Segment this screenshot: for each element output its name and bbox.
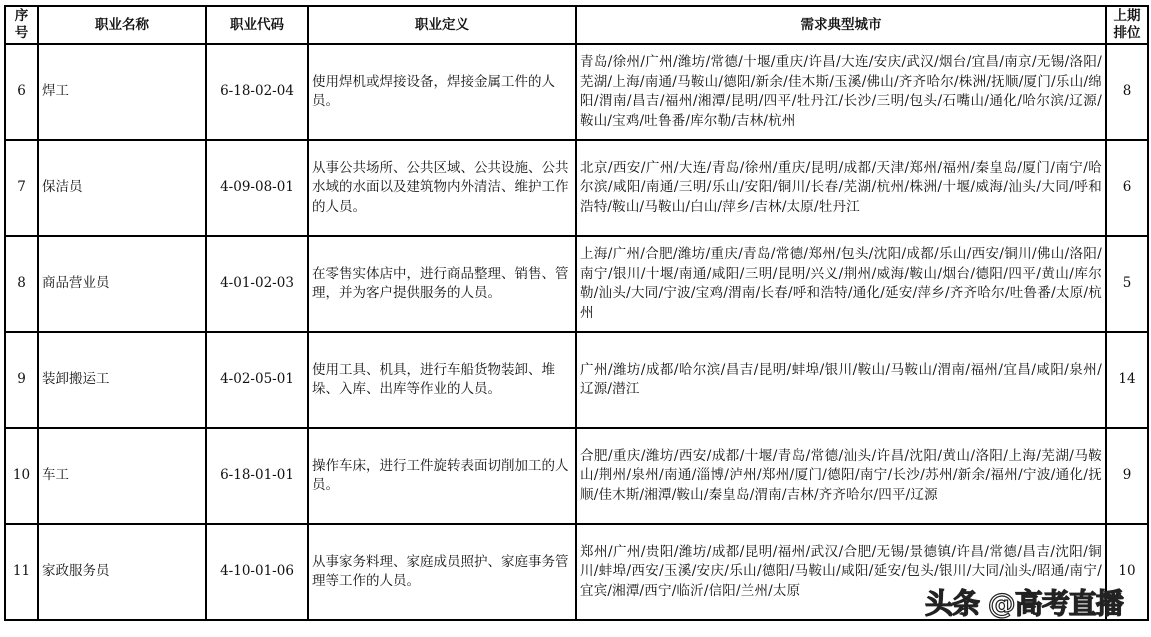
row-cities: 广州/潍坊/成都/哈尔滨/昌吉/昆明/蚌埠/银川/鞍山/马鞍山/渭南/福州/宜昌/咸阳/泉州/辽源/潜江 bbox=[576, 332, 1106, 428]
row-definition: 操作车床，进行工件旋转表面切削加工的人员。 bbox=[308, 428, 576, 524]
header-definition: 职业定义 bbox=[308, 6, 576, 44]
row-cities: 合肥/重庆/潍坊/西安/成都/十堰/青岛/常德/汕头/许昌/沈阳/黄山/洛阳/上海/芜湖/马鞍山/荆州/泉州/南通/淄博/泸州/郑州/厦门/德阳/南宁/长沙/苏州/新余/福州/宁波/通化/抚顺/佳木斯/湘潭/鞍山/秦皇岛/渭南/吉林/齐齐哈尔/四平/辽源 bbox=[576, 428, 1106, 524]
row-cities: 北京/西安/广州/大连/青岛/徐州/重庆/昆明/成都/天津/郑州/福州/秦皇岛/厦门/南宁/哈尔滨/咸阳/南通/三明/乐山/安阳/铜川/长春/芜湖/杭州/株洲/十堰/威海/汕头/大同/呼和浩特/鞍山/马鞍山/白山/萍乡/吉林/太原/牡丹江 bbox=[576, 140, 1106, 236]
table-row bbox=[5, 332, 1148, 428]
table-row bbox=[5, 140, 1148, 236]
row-code: 4-09-08-01 bbox=[206, 140, 308, 236]
row-code: 6-18-01-01 bbox=[206, 428, 308, 524]
row-definition: 使用工具、机具，进行车船货物装卸、堆垛、入库、出库等作业的人员。 bbox=[308, 332, 576, 428]
row-cities: 上海/广州/合肥/潍坊/重庆/青岛/常德/郑州/包头/沈阳/成都/乐山/西安/铜川/佛山/洛阳/南宁/银川/十堰/南通/咸阳/三明/昆明/兴义/荆州/威海/鞍山/烟台/德阳/四平/黄山/库尔勒/汕头/大同/宁波/宝鸡/渭南/长春/呼和浩特/通化/延安/萍乡/齐齐哈尔/吐鲁番/太原/杭州 bbox=[576, 236, 1106, 332]
row-code: 4-02-05-01 bbox=[206, 332, 308, 428]
row-seq: 8 bbox=[5, 236, 38, 332]
row-prev-rank: 10 bbox=[1106, 524, 1148, 620]
row-prev-rank: 9 bbox=[1106, 428, 1148, 524]
row-name: 商品营业员 bbox=[38, 236, 206, 332]
row-name: 车工 bbox=[38, 428, 206, 524]
row-seq: 7 bbox=[5, 140, 38, 236]
header-cities: 需求典型城市 bbox=[576, 6, 1106, 44]
row-cities: 青岛/徐州/广州/潍坊/常德/十堰/重庆/许昌/大连/安庆/武汉/烟台/宜昌/南京/无锡/洛阳/芜湖/上海/南通/马鞍山/德阳/新余/佳木斯/玉溪/佛山/齐齐哈尔/株洲/抚顺/厦门/乐山/绵阳/渭南/昌吉/福州/湘潭/昆明/四平/牡丹江/长沙/三明/包头/石嘴山/通化/哈尔滨/辽源/鞍山/宝鸡/吐鲁番/库尔勒/吉林/杭州 bbox=[576, 44, 1106, 140]
header-seq: 序号 bbox=[5, 6, 38, 44]
occupation-table bbox=[4, 5, 1149, 621]
row-prev-rank: 14 bbox=[1106, 332, 1148, 428]
header-row bbox=[5, 6, 1148, 44]
row-cities: 郑州/广州/贵阳/潍坊/成都/昆明/福州/武汉/合肥/无锡/景德镇/许昌/常德/昌吉/沈阳/铜川/蚌埠/西安/玉溪/安庆/乐山/德阳/马鞍山/咸阳/延安/包头/银川/大同/汕头/昭通/南宁/宜宾/湘潭/西宁/临沂/信阳/兰州/太原 bbox=[576, 524, 1106, 620]
row-name: 焊工 bbox=[38, 44, 206, 140]
row-seq: 6 bbox=[5, 44, 38, 140]
row-prev-rank: 5 bbox=[1106, 236, 1148, 332]
row-code: 4-10-01-06 bbox=[206, 524, 308, 620]
table-row bbox=[5, 236, 1148, 332]
row-definition: 在零售实体店中，进行商品整理、销售、管理，并为客户提供服务的人员。 bbox=[308, 236, 576, 332]
row-code: 4-01-02-03 bbox=[206, 236, 308, 332]
row-code: 6-18-02-04 bbox=[206, 44, 308, 140]
header-prev-rank: 上期排位 bbox=[1106, 6, 1148, 44]
row-prev-rank: 8 bbox=[1106, 44, 1148, 140]
row-seq: 10 bbox=[5, 428, 38, 524]
header-name: 职业名称 bbox=[38, 6, 206, 44]
row-definition: 从事公共场所、公共区域、公共设施、公共水域的水面以及建筑物内外清洁、维护工作的人员。 bbox=[308, 140, 576, 236]
header-code: 职业代码 bbox=[206, 6, 308, 44]
row-prev-rank: 6 bbox=[1106, 140, 1148, 236]
row-definition: 使用焊机或焊接设备，焊接金属工件的人员。 bbox=[308, 44, 576, 140]
row-name: 家政服务员 bbox=[38, 524, 206, 620]
watermark: 头条 @高考直播 bbox=[925, 587, 1123, 620]
row-seq: 9 bbox=[5, 332, 38, 428]
row-definition: 从事家务料理、家庭成员照护、家庭事务管理等工作的人员。 bbox=[308, 524, 576, 620]
table-row bbox=[5, 428, 1148, 524]
row-name: 保洁员 bbox=[38, 140, 206, 236]
table-row bbox=[5, 44, 1148, 140]
row-name: 装卸搬运工 bbox=[38, 332, 206, 428]
row-seq: 11 bbox=[5, 524, 38, 620]
